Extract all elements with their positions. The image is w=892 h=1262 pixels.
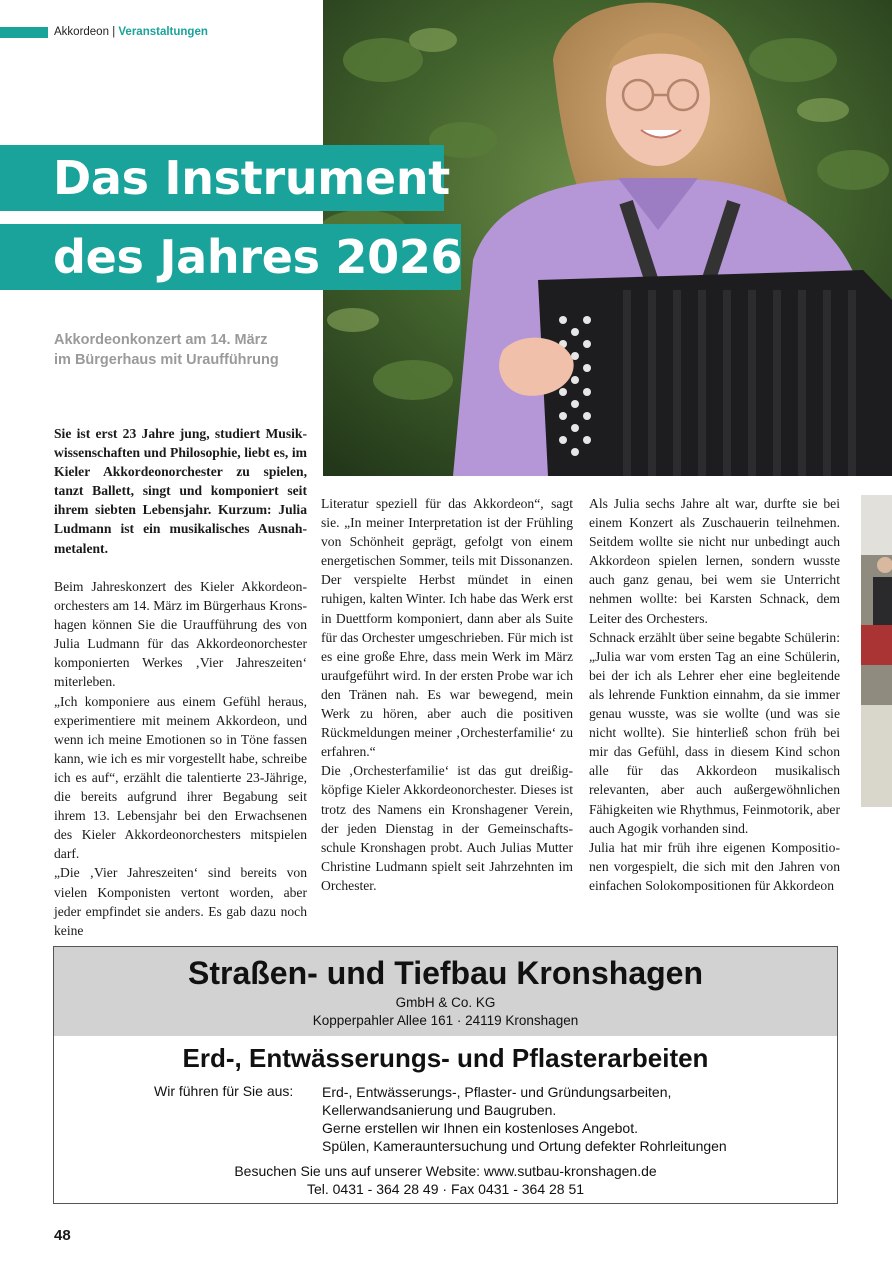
ad-services-heading: Erd-, Entwässerungs- und Pflasterarbeiten [182,1043,709,1073]
headline-line-1: Das Instrument [0,145,444,211]
paragraph: Die ‚Orchesterfamilie‘ ist das gut dreißigköpfige Kieler Akkordeonorchester. Dieses ist trotz des Namens ein Kronshagener Verein, der jeden Dienstag in der Gemeinschaftsschule Kronshagen probt. Auch Julias Mutter Christine Ludmann spielt seit Jahrzehnten im Orchester. [321,763,573,893]
ad-service-item: Spülen, Kamerauntersuchung und Ortung defekter Rohrleitungen [322,1138,727,1154]
header-accent-bar [0,27,48,38]
paragraph: Als Julia sechs Jahre alt war, durfte sie bei einem Konzert als Zuschauerin teilnehmen. Seitdem wollte sie nicht nur unbedingt auch Akkordeon spielen lernen, sondern wusste auch ganz genau, bei wem sie Unterricht nehmen wollte: bei Karsten Schnack, dem Leiter des Orchesters. [589,496,840,626]
ad-service-item: Erd-, Entwässerungs-, Pflaster- und Gründungsarbeiten, [322,1084,672,1100]
ad-legal-form: GmbH & Co. KG [395,995,496,1010]
ad-services-intro: Wir führen für Sie aus: [154,1083,294,1099]
section-header [54,26,208,38]
ad-service-item: Gerne erstellen wir Ihnen ein kostenloses Angebot. [322,1120,638,1136]
header-section: Veranstaltungen [118,26,208,38]
lead-paragraph: Sie ist erst 23 Jahre jung, studiert Musikwissenschaften und Philosophie, liebt es, im Kieler Akkordeonorchester zu spielen, tanzt Ballett, singt und komponiert seit ihrem siebten Lebensjahr. Kurzum: Julia Ludmann ist ein musikalisches Ausnahmetalent. [54,426,307,556]
paragraph: Julia hat mir früh ihre eigenen Kompositionen vorgespielt, die sich mit den Jahren von einfachen Solokompositionen für Akkordeon [589,839,840,893]
paragraph: Schnack erzählt über seine begabte Schülerin: „Julia war vom ersten Tag an eine Schülerin, bei der ich als Lehrer eher eine begleitende als lehrende Funktion einnahm, da sie immer genau wusste, was sie wollte (und was sie nicht wollte). Sie hinterließ schon früh bei mir das Gefühl, dass in diesem Kind schon alle für das Akkordeon musikalisch relevanten, aber auch außergewöhnlichen Fähigkeiten wie Rhythmus, Feinmotorik, aber auch Agogik vorhanden sind. [589,629,840,836]
ad-services-list [322,1083,727,1155]
header-separator: | [112,26,116,38]
subtitle-line-1: Akkordeonkonzert am 14. März [54,332,268,348]
advertisement-box [53,946,838,1204]
ad-address: Kopperpahler Allee 161 · 24119 Kronshagen [312,1013,579,1028]
ad-website: Besuchen Sie uns auf unserer Website: www.sutbau-kronshagen.de [234,1163,657,1179]
header-category: Akkordeon [54,26,109,38]
headline-line-2: des Jahres 2026 [0,224,461,290]
subtitle [54,330,314,370]
article-column-3 [589,494,840,895]
ad-phone: Tel. 0431 - 364 28 49 · Fax 0431 - 364 28 51 [306,1181,585,1197]
article-column-2 [321,494,573,895]
paragraph: „Die ‚Vier Jahreszeiten‘ sind bereits von vielen Komponisten vertont worden, aber jeder empfindet sie anders. Es gab dazu noch keine [54,865,307,938]
page-number: 48 [54,1227,71,1244]
ad-company-name: Straßen- und Tiefbau Kronshagen [188,955,703,991]
article-column-1 [54,577,307,940]
paragraph: Literatur speziell für das Akkordeon“, sagt sie. „In meiner Interpretation ist der Frühling von Schönheit geprägt, gefolgt von einem energetischen Sommer, teils mit Dissonanzen. Der verspielte Herbst mündet in einen ruhigen, kalten Winter. Ich habe das Werk erst in Duettform komponiert, dann aber als Suite für das Orchester umgeschrieben. Für mich ist es eine große Ehre, dass mein Werk im März uraufgeführt wird. In der ersten Probe war ich den Tränen nah. Es war bewegend, mein Werk zu hören, aber auch die positiven Rückmeldungen meiner ‚Orchesterfamilie‘ zu erfahren.“ [321,496,573,760]
paragraph: Beim Jahreskonzert des Kieler Akkordeonorchesters am 14. März im Bürgerhaus Kronshagen können Sie die Uraufführung des von Julia Ludmann für das Akkordeonorchester komponierten Werkes ‚Vier Jahreszeiten‘ miterleben. [54,579,307,690]
paragraph: „Ich komponiere aus einem Gefühl heraus, experimentiere mit meinem Akkordeon, und wenn ich meine Emotionen so in Töne fassen kann, wie ich es mir vorgestellt habe, schreibe ich es auf“, erzählt die talentierte 23-Jährige, die bereits aufgrund ihrer Begabung seit ihrem 13. Lebensjahr bei den Erwachsenen des Kieler Akkordeonorchesters mitspielen darf. [54,693,307,862]
orchestra-photo [861,495,892,807]
ad-service-item: Kellerwandsanierung und Baugruben. [322,1102,557,1118]
subtitle-line-2: im Bürgerhaus mit Uraufführung [54,352,279,368]
